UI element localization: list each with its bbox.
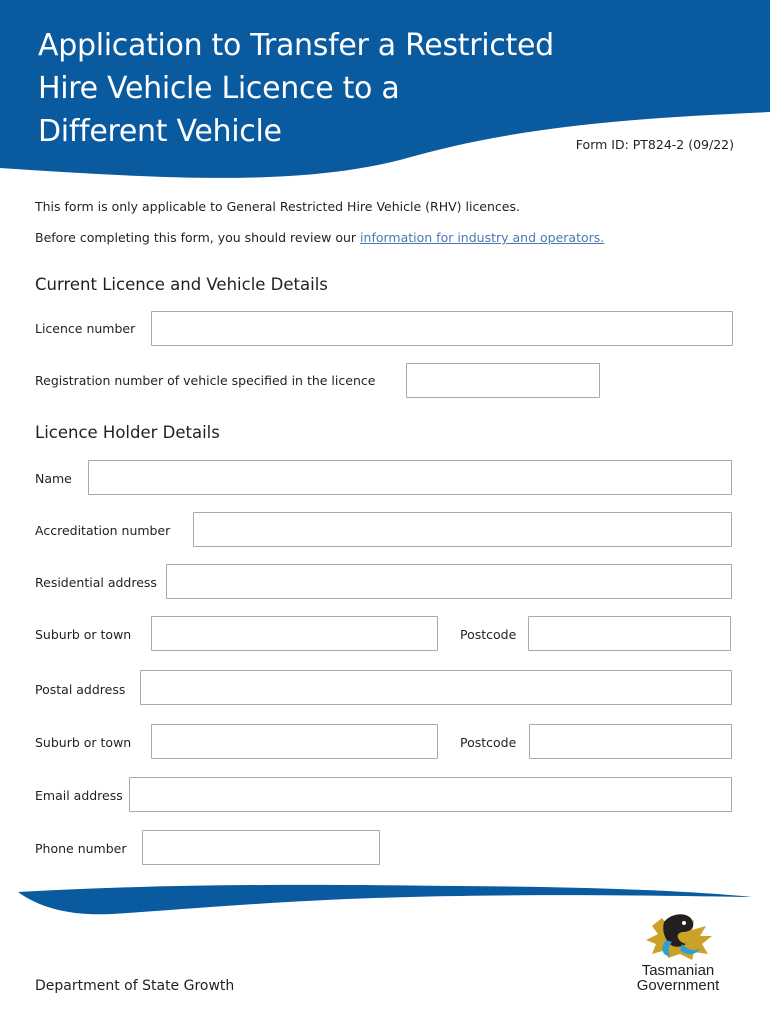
accreditation-number-input[interactable] — [193, 512, 732, 547]
postal-address-label: Postal address — [35, 682, 126, 697]
logo-line-1: Tasmanian — [641, 962, 715, 979]
licence-number-label: Licence number — [35, 321, 136, 336]
intro-review — [35, 230, 604, 245]
title-line-3: Different Vehicle — [38, 114, 282, 149]
postcode-label: Postcode — [460, 627, 517, 642]
industry-info-link[interactable]: information for industry and operators. — [360, 230, 605, 245]
title-line-1: Application to Transfer a Restricted — [38, 28, 554, 63]
holder-details-heading: Licence Holder Details — [35, 423, 220, 442]
form-id: Form ID: PT824-2 (09/22) — [575, 137, 734, 152]
suburb-label: Suburb or town — [35, 627, 132, 642]
intro-review-text: Before completing this form, you should review our — [35, 230, 361, 245]
postal-postcode-input[interactable] — [529, 724, 732, 759]
department-name: Department of State Growth — [35, 978, 235, 994]
tasmanian-government-wordmark — [622, 963, 734, 993]
postcode-input[interactable] — [528, 616, 731, 651]
email-address-label: Email address — [35, 788, 123, 803]
registration-number-input[interactable] — [406, 363, 600, 398]
registration-number-label: Registration number of vehicle specified in the licence — [35, 373, 376, 388]
title-line-2: Hire Vehicle Licence to a — [38, 71, 400, 106]
postal-address-input[interactable] — [140, 670, 732, 705]
accreditation-number-label: Accreditation number — [35, 523, 171, 538]
current-details-heading: Current Licence and Vehicle Details — [35, 275, 328, 294]
name-input[interactable] — [88, 460, 732, 495]
postal-postcode-label: Postcode — [460, 735, 517, 750]
logo-line-2: Government — [636, 977, 720, 994]
licence-number-input[interactable] — [151, 311, 733, 346]
name-label: Name — [35, 471, 72, 486]
page-title — [38, 24, 598, 153]
phone-number-label: Phone number — [35, 841, 127, 856]
phone-number-input[interactable] — [142, 830, 380, 865]
postal-suburb-input[interactable] — [151, 724, 438, 759]
residential-address-label: Residential address — [35, 575, 157, 590]
residential-address-input[interactable] — [166, 564, 732, 599]
email-address-input[interactable] — [129, 777, 732, 812]
postal-suburb-label: Suburb or town — [35, 735, 132, 750]
suburb-input[interactable] — [151, 616, 438, 651]
intro-applicability: This form is only applicable to General Restricted Hire Vehicle (RHV) licences. — [35, 199, 520, 214]
